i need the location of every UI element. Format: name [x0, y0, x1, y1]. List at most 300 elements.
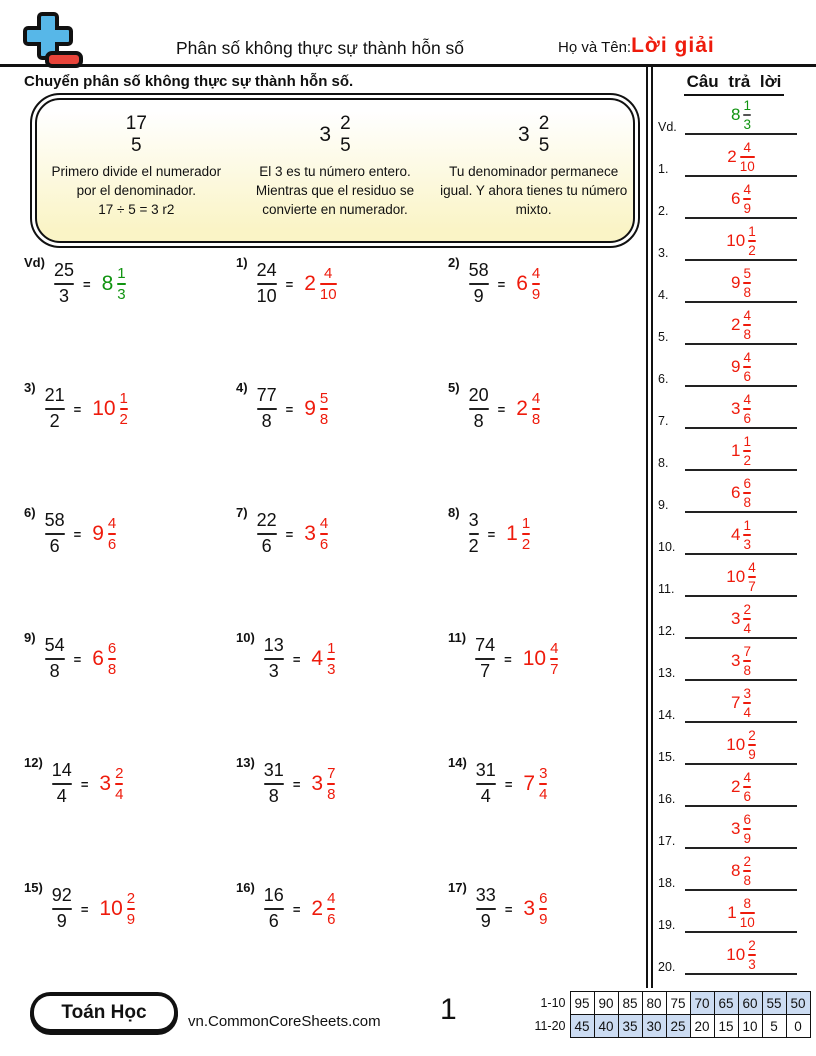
fraction-bar [257, 408, 277, 410]
answer-fraction [539, 765, 547, 804]
answer-value [726, 938, 755, 973]
example-fraction [126, 107, 147, 163]
problem-fraction [469, 510, 479, 557]
equals-sign: = [73, 651, 82, 667]
answer-fraction [743, 854, 751, 889]
answer-numerator: 6 [743, 811, 751, 827]
answer-value [731, 476, 751, 511]
problem-cell [448, 252, 654, 316]
example-step-1 [37, 100, 236, 241]
answer-fraction-bar [550, 658, 558, 660]
answer-numerator: 5 [743, 265, 751, 281]
answer-whole-number: 10 [726, 945, 746, 965]
answer-fraction [743, 392, 751, 427]
header-divider [0, 64, 816, 67]
fraction-numerator: 58 [468, 260, 489, 281]
answer-row-number: Vd. [658, 120, 677, 134]
commoncoresheets-logo [16, 10, 86, 70]
answer-whole-number: 1 [727, 903, 737, 923]
answer-whole-number: 4 [311, 647, 324, 670]
problem-cell [448, 377, 654, 441]
answer-fraction-bar [743, 450, 751, 452]
answer-denominator: 6 [327, 911, 336, 928]
answer-fraction [743, 434, 751, 469]
answer-fraction-bar [740, 156, 755, 158]
problem-cell [24, 752, 236, 816]
example-whole: 3 [319, 123, 332, 146]
answer-fraction [327, 890, 335, 929]
problem-cell [448, 752, 654, 816]
answer-whole-number: 9 [304, 397, 316, 420]
answer-row-number: 12. [658, 624, 676, 638]
answer-whole-number: 7 [523, 772, 536, 795]
problem-cell [448, 627, 654, 691]
example-denominator: 5 [340, 135, 351, 156]
answer-whole-number: 6 [731, 483, 741, 503]
fraction-numerator: 20 [468, 385, 489, 406]
answer-denominator: 8 [743, 663, 751, 679]
problem-cell [24, 627, 236, 691]
answer-fraction-bar [743, 366, 751, 368]
answer-denominator: 8 [531, 411, 541, 428]
answer-fraction [743, 602, 751, 637]
score-cell: 20 [690, 1015, 714, 1038]
fraction-numerator: 14 [51, 760, 72, 781]
problem-number-label: 9) [24, 630, 36, 645]
answer-fraction [740, 896, 755, 931]
answer-numerator: 4 [743, 769, 751, 785]
answer-whole-number: 6 [516, 272, 528, 295]
score-cell: 15 [714, 1015, 738, 1038]
example-text: Primero divide el numerador por el denominador. [51, 164, 222, 198]
fraction-denominator: 6 [268, 911, 279, 931]
problem-fraction [52, 760, 72, 807]
answer-row-number: 4. [658, 288, 669, 302]
answer-fraction [117, 265, 125, 304]
answer-fraction-bar [743, 828, 751, 830]
answer-numerator: 4 [743, 307, 751, 323]
fraction-bar [475, 658, 495, 660]
fraction-bar [469, 533, 479, 535]
score-cell: 5 [762, 1015, 786, 1038]
answer-row [658, 261, 810, 303]
answer-fraction [743, 518, 751, 553]
equals-sign: = [73, 401, 82, 417]
fraction-denominator: 3 [268, 661, 279, 681]
answer-whole-number: 9 [731, 357, 741, 377]
score-cell: 35 [618, 1015, 642, 1038]
problem-fraction [257, 510, 277, 557]
answer-denominator: 9 [539, 911, 548, 928]
answer-blank-line [685, 471, 797, 513]
problem-number-label: 8) [448, 505, 460, 520]
answer-blank-line [685, 135, 797, 177]
answer-fraction [108, 515, 116, 554]
answer-row [658, 177, 810, 219]
problem-answer [311, 890, 335, 929]
problem-number-label: 17) [448, 880, 467, 895]
answer-value [731, 812, 751, 847]
problem-fraction [264, 635, 284, 682]
fraction-denominator: 2 [49, 411, 60, 431]
answer-denominator: 4 [115, 786, 124, 803]
answer-fraction [320, 515, 328, 554]
problem-answer [523, 890, 547, 929]
problem-cell [448, 877, 654, 941]
fraction-numerator: 21 [44, 385, 65, 406]
answer-numerator: 1 [119, 389, 128, 407]
answer-row [658, 513, 810, 555]
problem-number-label: 11) [448, 630, 467, 645]
example-denominator: 5 [131, 135, 142, 156]
answer-fraction-bar [120, 408, 128, 410]
problem-fraction [469, 385, 489, 432]
answer-fraction [320, 265, 337, 304]
answer-fraction-bar [743, 660, 751, 662]
answers-panel [658, 70, 810, 974]
fraction-bar [54, 283, 74, 285]
answer-row-number: 17. [658, 834, 676, 848]
problem-fraction [257, 260, 277, 307]
example-numerator: 17 [125, 113, 147, 135]
answer-fraction-bar [108, 533, 116, 535]
answer-value [727, 896, 755, 931]
answer-whole-number: 3 [731, 651, 741, 671]
answer-numerator: 6 [539, 889, 548, 907]
name-row [558, 34, 715, 58]
answer-fraction-bar [743, 492, 751, 494]
answer-fraction [748, 224, 756, 259]
score-table [532, 991, 811, 1038]
answer-fraction-bar [115, 783, 123, 785]
answer-numerator: 6 [107, 639, 117, 657]
answer-denominator: 3 [743, 117, 751, 133]
problem-answer [99, 890, 135, 929]
fraction-numerator: 16 [263, 885, 284, 906]
answer-fraction [748, 938, 756, 973]
answer-row-number: 10. [658, 540, 676, 554]
answer-denominator: 9 [743, 831, 751, 847]
equals-sign: = [504, 901, 513, 917]
problem-number-label: 5) [448, 380, 460, 395]
problem-number-label: 7) [236, 505, 248, 520]
example-box-inner [35, 98, 635, 243]
fraction-denominator: 4 [56, 786, 67, 806]
example-stack [539, 113, 550, 157]
answer-whole-number: 6 [92, 647, 104, 670]
answer-fraction-bar [743, 786, 751, 788]
answer-denominator: 3 [117, 286, 126, 303]
answer-whole-number: 3 [311, 772, 324, 795]
score-cell: 90 [594, 992, 618, 1015]
answer-numerator: 3 [743, 685, 751, 701]
problem-answer [311, 765, 335, 804]
problem-cell [448, 502, 654, 566]
fraction-bar [264, 658, 284, 660]
answer-value [731, 518, 751, 553]
fraction-bar [257, 283, 277, 285]
score-cell: 85 [618, 992, 642, 1015]
problem-number-label: 10) [236, 630, 255, 645]
answer-value [726, 224, 755, 259]
problem-cell [24, 877, 236, 941]
answer-fraction-bar [320, 408, 328, 410]
answer-blank-line [685, 261, 797, 303]
answer-numerator: 4 [743, 181, 751, 197]
answer-numerator: 7 [327, 764, 336, 782]
fraction-bar [264, 908, 284, 910]
answer-value [727, 140, 755, 175]
fraction-numerator: 13 [263, 635, 284, 656]
fraction-denominator: 8 [261, 411, 272, 431]
answer-row [658, 933, 810, 975]
problem-number-label: 1) [236, 255, 248, 270]
problem-cell [24, 502, 236, 566]
score-cell: 95 [570, 992, 594, 1015]
problem-answer [523, 640, 559, 679]
plus-minus-icon [16, 10, 86, 70]
problem-number-label: 12) [24, 755, 43, 770]
answer-numerator: 2 [743, 601, 751, 617]
problem-number-label: 2) [448, 255, 460, 270]
answer-numerator: 5 [319, 389, 329, 407]
fraction-numerator: 3 [468, 510, 479, 531]
fraction-denominator: 9 [480, 911, 491, 931]
answer-fraction-bar [748, 576, 756, 578]
score-cell: 40 [594, 1015, 618, 1038]
answer-denominator: 8 [743, 495, 751, 511]
equals-sign: = [82, 276, 91, 292]
answer-value [731, 686, 751, 721]
problem-cell [236, 252, 448, 316]
score-cell: 70 [690, 992, 714, 1015]
example-text: Tu denominador permanece igual. Y ahora tienes tu número mixto. [440, 164, 628, 217]
answer-blank-line [685, 849, 797, 891]
answer-row-number: 5. [658, 330, 669, 344]
example-denominator: 5 [538, 135, 550, 156]
answer-numerator: 2 [743, 853, 751, 869]
answer-fraction-bar [539, 908, 547, 910]
answer-fraction [743, 686, 751, 721]
answer-fraction-bar [743, 618, 751, 620]
fraction-denominator: 2 [468, 536, 479, 556]
answer-denominator: 9 [748, 747, 756, 763]
fraction-bar [264, 783, 284, 785]
answer-fraction-bar [748, 744, 756, 746]
answer-value [731, 602, 751, 637]
answer-whole-number: 2 [304, 272, 316, 295]
answer-whole-number: 10 [726, 735, 746, 755]
answer-denominator: 9 [531, 286, 541, 303]
answer-fraction-bar [532, 408, 540, 410]
example-step-3 [434, 100, 633, 241]
example-text: El 3 es tu número entero. Mientras que el residuo se convierte en numerador. [255, 164, 415, 217]
answer-blank-line [685, 555, 797, 597]
problem-answer [102, 265, 126, 304]
example-whole: 3 [518, 123, 530, 146]
fraction-numerator: 22 [256, 510, 277, 531]
answer-fraction [127, 890, 135, 929]
problem-answer [92, 515, 116, 554]
score-row [532, 992, 810, 1015]
answer-whole-number: 2 [727, 147, 737, 167]
answer-numerator: 4 [531, 389, 541, 407]
problem-answer [523, 765, 547, 804]
answer-blank-line [685, 177, 797, 219]
score-cell: 25 [666, 1015, 690, 1038]
score-row [532, 1015, 810, 1038]
answer-numerator: 1 [327, 639, 336, 657]
answer-fraction [743, 770, 751, 805]
problem-answer [311, 640, 335, 679]
equals-sign: = [80, 901, 89, 917]
answer-fraction [522, 515, 530, 554]
answer-numerator: 7 [743, 643, 751, 659]
answer-fraction-bar [743, 870, 751, 872]
answer-row [658, 555, 810, 597]
answer-value [731, 644, 751, 679]
answer-blank-line [685, 597, 797, 639]
problem-number-label: 6) [24, 505, 36, 520]
fraction-denominator: 7 [480, 661, 491, 681]
answer-denominator: 3 [743, 537, 751, 553]
problem-number-label: Vd) [24, 255, 45, 270]
answer-whole-number: 10 [726, 567, 746, 587]
answer-fraction [539, 890, 547, 929]
answer-fraction [743, 476, 751, 511]
answer-denominator: 2 [521, 536, 531, 553]
equals-sign: = [285, 526, 294, 542]
answer-fraction [743, 308, 751, 343]
answer-blank-line [685, 807, 797, 849]
answer-denominator: 10 [319, 286, 337, 303]
example-fraction [518, 107, 549, 163]
answer-numerator: 4 [550, 639, 559, 657]
score-row-label: 11-20 [534, 1019, 566, 1033]
answer-value [731, 392, 751, 427]
answer-denominator: 4 [743, 621, 751, 637]
problem-fraction [264, 760, 284, 807]
answer-denominator: 3 [327, 661, 336, 678]
answer-numerator: 1 [748, 223, 756, 239]
brand-label: Toán Học [34, 996, 174, 1029]
answer-row [658, 429, 810, 471]
score-cell: 80 [642, 992, 666, 1015]
answer-denominator: 3 [748, 957, 756, 973]
answer-blank-line [685, 387, 797, 429]
answer-row-number: 15. [658, 750, 676, 764]
fraction-numerator: 92 [51, 885, 72, 906]
answer-numerator: 4 [743, 349, 751, 365]
answer-value [726, 560, 755, 595]
equals-sign: = [292, 901, 301, 917]
answer-numerator: 1 [743, 433, 751, 449]
answer-row [658, 765, 810, 807]
problem-cell [236, 377, 448, 441]
problem-answer [506, 515, 530, 554]
answer-row [658, 807, 810, 849]
fraction-bar [476, 908, 496, 910]
sidebar-divider [646, 67, 653, 988]
answer-fraction-bar [740, 912, 755, 914]
score-cell: 45 [570, 1015, 594, 1038]
answer-fraction-bar [532, 283, 540, 285]
answer-denominator: 8 [743, 285, 751, 301]
answer-row [658, 723, 810, 765]
answer-blank-line [685, 933, 797, 975]
answer-numerator: 4 [743, 391, 751, 407]
answer-fraction-bar [743, 324, 751, 326]
example-stack [340, 113, 351, 157]
problem-fraction [476, 885, 496, 932]
answer-value [731, 266, 751, 301]
fraction-denominator: 4 [480, 786, 491, 806]
answer-whole-number: 10 [522, 647, 547, 670]
problem-number-label: 3) [24, 380, 36, 395]
answer-denominator: 6 [743, 789, 751, 805]
answer-row [658, 93, 810, 135]
answer-fraction [115, 765, 123, 804]
answer-row-number: 14. [658, 708, 676, 722]
answer-row [658, 597, 810, 639]
example-fraction [319, 107, 350, 163]
problem-fraction [54, 260, 74, 307]
answer-denominator: 10 [739, 915, 755, 931]
equals-sign: = [73, 526, 82, 542]
answer-fraction [532, 390, 540, 429]
answer-row [658, 219, 810, 261]
answer-row [658, 849, 810, 891]
problem-cell [236, 752, 448, 816]
answer-fraction [740, 140, 755, 175]
answer-fraction [108, 640, 116, 679]
problem-answer [99, 765, 123, 804]
problem-answer [304, 265, 336, 304]
answer-denominator: 2 [119, 411, 128, 428]
fraction-numerator: 25 [53, 260, 74, 281]
answer-blank-line [685, 681, 797, 723]
answer-whole-number: 2 [731, 315, 741, 335]
score-cell: 65 [714, 992, 738, 1015]
answer-value [731, 308, 751, 343]
answer-whole-number: 3 [731, 399, 741, 419]
problem-answer [516, 265, 540, 304]
answer-fraction-bar [743, 534, 751, 536]
answer-key-label: Lời giải [631, 34, 715, 57]
answer-numerator: 4 [531, 264, 541, 282]
fraction-numerator: 31 [475, 760, 496, 781]
answer-row [658, 681, 810, 723]
answer-row-number: 20. [658, 960, 676, 974]
problem-answer [92, 390, 128, 429]
problem-number-label: 16) [236, 880, 255, 895]
answer-fraction [743, 350, 751, 385]
equals-sign: = [292, 651, 301, 667]
answer-whole-number: 8 [101, 272, 114, 295]
equals-sign: = [504, 776, 513, 792]
problem-answer [92, 640, 116, 679]
answer-fraction-bar [108, 658, 116, 660]
answer-whole-number: 6 [731, 189, 741, 209]
problems-grid [24, 252, 654, 1002]
problem-cell [236, 627, 448, 691]
problem-answer [304, 390, 328, 429]
answer-value [731, 182, 751, 217]
answer-fraction-bar [743, 408, 751, 410]
answer-fraction-bar [127, 908, 135, 910]
fraction-denominator: 8 [473, 411, 484, 431]
answer-fraction [743, 98, 751, 133]
